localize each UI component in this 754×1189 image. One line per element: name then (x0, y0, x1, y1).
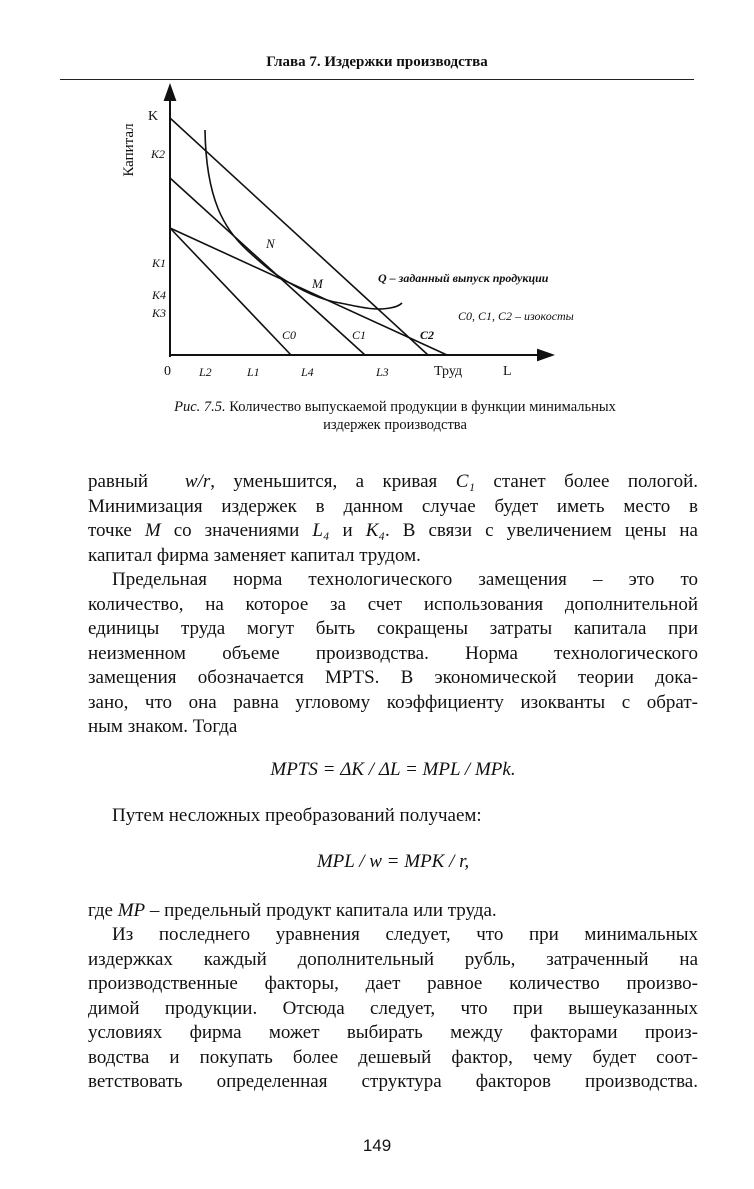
text-segment: где (88, 900, 118, 921)
x-label-l1: L1 (247, 365, 260, 379)
y-axis-title: Капитал (121, 123, 137, 177)
text-segment: единицы труда могут быть сокращены затраты капитала при (88, 618, 698, 639)
text-line (88, 997, 698, 1021)
running-header: Глава 7. Издержки производства (266, 54, 488, 70)
y-label-k2: K2 (151, 147, 166, 161)
text-segment: замещения обозначается MPTS. В экономической теории дока- (88, 667, 698, 688)
text-line (88, 495, 698, 519)
text-line (88, 470, 698, 494)
text-segment: неизменном объеме производства. Норма технологического (88, 643, 698, 664)
text-segment: ным знаком. Тогда (88, 716, 238, 737)
isoquant-q (205, 130, 402, 309)
legend-isoquant: Q – заданный выпуск продукции (378, 271, 549, 285)
text-line (88, 1046, 698, 1070)
x-label-l2: L2 (199, 365, 212, 379)
isocost-label-c0: C0 (282, 328, 297, 342)
text-segment: равный (88, 471, 185, 492)
text-line (88, 715, 698, 739)
text-segment: со значениями (160, 520, 313, 541)
text-segment: количество, на которое за счет использования дополнительной (88, 594, 698, 615)
x-axis-title: Труд (434, 364, 463, 379)
text-segment: водства и покупать более дешевый фактор, чему будет соот- (88, 1047, 698, 1068)
caption-text-1: Количество выпускаемой продукции в функции минимальных (225, 399, 616, 415)
text-line (112, 568, 698, 592)
math-text: M (144, 520, 161, 541)
figure-number: Рис. 7.5. (174, 399, 226, 415)
text-line (88, 899, 698, 923)
y-label-k4: K4 (152, 288, 167, 302)
formula (88, 850, 698, 874)
text-segment: производственные факторы, дает равное количество произво- (88, 973, 698, 994)
math-text: w/r (184, 471, 211, 492)
text-segment: Путем несложных преобразований получаем: (112, 805, 482, 826)
text-line (88, 948, 698, 972)
page-number: 149 (362, 1136, 392, 1155)
isocost-c2 (170, 118, 428, 355)
legend-isocosts: C0, C1, C2 – изокосты (458, 309, 574, 323)
x-label-l3: L3 (376, 365, 389, 379)
text-line (88, 1021, 698, 1045)
text-segment: точке (88, 520, 145, 541)
text-segment: Минимизация издержек в данном случае будет иметь место в (88, 496, 698, 517)
point-n-label: N (266, 236, 275, 251)
isocost-isoquant-diagram (0, 0, 754, 400)
figure-caption (90, 398, 700, 416)
math-text: MPL / w = MPK / r, (316, 851, 470, 872)
text-line (112, 923, 698, 947)
text-line (88, 544, 698, 568)
text-segment: . В связи с увеличением цены на (385, 520, 698, 541)
isocost-label-c1: C1 (352, 328, 367, 342)
formula (88, 758, 698, 782)
text-segment: ветствовать определенная структура факторов производства. (88, 1071, 698, 1092)
text-segment: зано, что она равна угловому коэффициенту изокванты с обрат- (88, 692, 698, 713)
math-text: MP (117, 900, 146, 921)
text-line (112, 804, 698, 828)
math-text: C₁ (455, 471, 475, 492)
math-text: L₄ (312, 520, 330, 541)
text-line (88, 972, 698, 996)
text-line (88, 642, 698, 666)
text-line (88, 1070, 698, 1094)
text-segment: капитал фирма заменяет капитал трудом. (88, 545, 421, 566)
isocost-label-c2: C2 (420, 328, 435, 342)
text-segment: станет более пологой. (475, 471, 698, 492)
x-axis-arrow (538, 350, 552, 360)
text-segment: и (329, 520, 366, 541)
text-line (88, 617, 698, 641)
point-m-label: M (312, 276, 323, 291)
math-text: K₄ (365, 520, 386, 541)
text-segment: условиях фирма может выбирать между факторами произ- (88, 1022, 698, 1043)
text-line (88, 691, 698, 715)
x-label-l4: L4 (301, 365, 314, 379)
isocost-rotated (170, 228, 447, 355)
y-axis-arrow (165, 86, 175, 100)
y-label-k3: K3 (152, 306, 167, 320)
x-axis-end-label: L (503, 364, 512, 379)
figure-caption-line-2: издержек производства (323, 417, 467, 433)
x-label-origin: 0 (164, 364, 171, 379)
math-text: MPTS = ΔK / ΔL = MPL / MPk. (270, 759, 516, 780)
text-segment: Предельная норма технологического замещения – это то (112, 569, 698, 590)
text-segment: димой продукции. Отсюда следует, что при вышеуказанных (88, 998, 698, 1019)
text-segment: Из последнего уравнения следует, что при минимальных (112, 924, 698, 945)
text-segment: издержках каждый дополнительный рубль, затраченный на (88, 949, 698, 970)
text-line (88, 666, 698, 690)
y-axis-end-label: K (148, 109, 159, 124)
text-line (88, 593, 698, 617)
text-line (88, 519, 698, 543)
y-label-k1: K1 (152, 256, 167, 270)
text-segment: – предельный продукт капитала или труда. (145, 900, 497, 921)
text-segment: , уменьшится, а кривая (210, 471, 456, 492)
isocost-c1 (170, 178, 365, 355)
